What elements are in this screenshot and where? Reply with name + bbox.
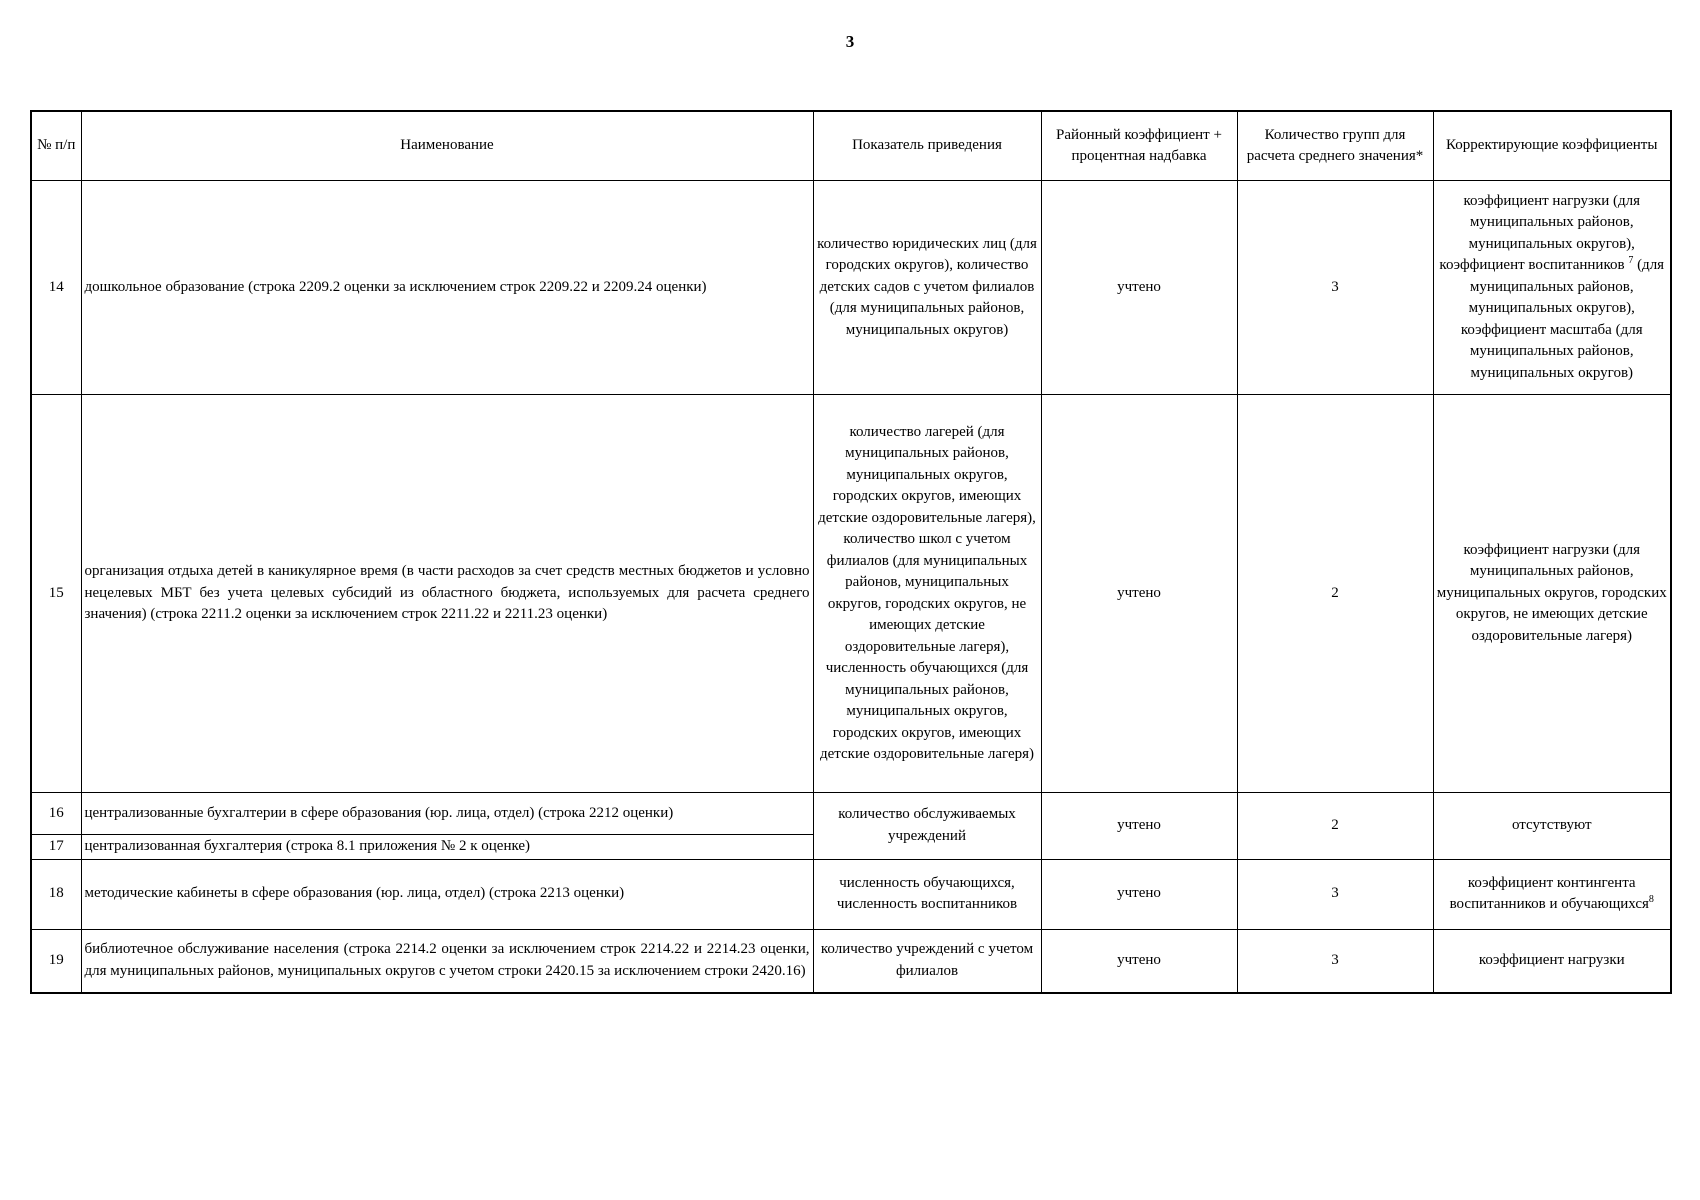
header-indicator: Показатель приведения: [813, 111, 1041, 181]
header-groups: Количество групп для расчета среднего значения*: [1237, 111, 1433, 181]
row-14-coefficient: учтено: [1041, 181, 1237, 395]
row-15-num: 15: [31, 395, 81, 793]
row-14-indicator: количество юридических лиц (для городских округов), количество детских садов с учетом филиалов (для муниципальных районов, муниципальных округов): [813, 181, 1041, 395]
row-19-groups: 3: [1237, 929, 1433, 993]
row-18-num: 18: [31, 859, 81, 929]
row-14-groups: 3: [1237, 181, 1433, 395]
row-15-coefficient: учтено: [1041, 395, 1237, 793]
row-16-indicator: количество обслуживаемых учреждений: [813, 793, 1041, 860]
table-row-15: [31, 395, 1671, 793]
row-15-groups: 2: [1237, 395, 1433, 793]
row-19-num: 19: [31, 929, 81, 993]
row-17-num: 17: [31, 835, 81, 860]
header-name: Наименование: [81, 111, 813, 181]
row-15-indicator: количество лагерей (для муниципальных районов, муниципальных округов, городских округов, имеющих детские оздоровительные лагеря), количество школ с учетом филиалов (для муниципальных районов, муниципальных округов, городских округов, не имеющих детские оздоровительные лагеря), численность обучающихся (для муниципальных районов, муниципальных округов, городских округов, имеющих детские оздоровительные лагеря): [813, 395, 1041, 793]
header-num: № п/п: [31, 111, 81, 181]
row-19-name: библиотечное обслуживание населения (строка 2214.2 оценки за исключением строк 2214.22 и 2214.23 оценки, для муниципальных районов, муниципальных округов с учетом строки 2420.15 за исключением строки 2420.16): [81, 929, 813, 993]
row-19-indicator: количество учреждений с учетом филиалов: [813, 929, 1041, 993]
row-14-num: 14: [31, 181, 81, 395]
row-16-name: централизованные бухгалтерии в сфере образования (юр. лица, отдел) (строка 2212 оценки): [81, 793, 813, 835]
row-14-name: дошкольное образование (строка 2209.2 оценки за исключением строк 2209.22 и 2209.24 оценки): [81, 181, 813, 395]
table-row-18: [31, 859, 1671, 929]
row-15-correction: коэффициент нагрузки (для муниципальных районов, муниципальных округов, городских округов, не имеющих детские оздоровительные лагеря): [1433, 395, 1671, 793]
header-correction: Корректирующие коэффициенты: [1433, 111, 1671, 181]
row-14-correction-a: коэффициент нагрузки (для муниципальных районов, муниципальных округов), коэффициент воспитанников: [1439, 192, 1641, 274]
row-15-name: организация отдыха детей в каникулярное время (в части расходов за счет средств местных бюджетов и условно нецелевых МБТ без учета целевых субсидий из областного бюджета, используемых для расчета среднего значения) (строка 2211.2 оценки за исключением строк 2211.22 и 2211.23 оценки): [81, 395, 813, 793]
row-16-coefficient: учтено: [1041, 793, 1237, 860]
table-header-row: [31, 111, 1671, 181]
row-18-coefficient: учтено: [1041, 859, 1237, 929]
row-16-correction: отсутствуют: [1433, 793, 1671, 860]
footnote-8: 8: [1648, 894, 1654, 905]
row-16-num: 16: [31, 793, 81, 835]
row-14-correction-b: (для муниципальных районов, муниципальных округов), коэффициент масштаба (для муниципальных районов, муниципальных округов): [1460, 257, 1665, 381]
row-17-name: централизованная бухгалтерия (строка 8.1 приложения № 2 к оценке): [81, 835, 813, 860]
row-19-coefficient: учтено: [1041, 929, 1237, 993]
row-18-correction: [1433, 859, 1671, 929]
row-18-indicator: численность обучающихся, численность воспитанников: [813, 859, 1041, 929]
row-14-correction: [1433, 181, 1671, 395]
coefficients-table: [30, 110, 1672, 994]
row-16-groups: 2: [1237, 793, 1433, 860]
row-19-correction: коэффициент нагрузки: [1433, 929, 1671, 993]
page-number: 3: [845, 32, 855, 51]
footnote-7: 7: [1628, 255, 1634, 267]
table-row-16: [31, 793, 1671, 835]
row-18-name: методические кабинеты в сфере образования (юр. лица, отдел) (строка 2213 оценки): [81, 859, 813, 929]
table-row-19: [31, 929, 1671, 993]
header-coefficient: Районный коэффициент + процентная надбавка: [1041, 111, 1237, 181]
table-row-14: [31, 181, 1671, 395]
row-18-correction-a: коэффициент контингента воспитанников и обучающихся: [1449, 874, 1649, 912]
row-18-groups: 3: [1237, 859, 1433, 929]
